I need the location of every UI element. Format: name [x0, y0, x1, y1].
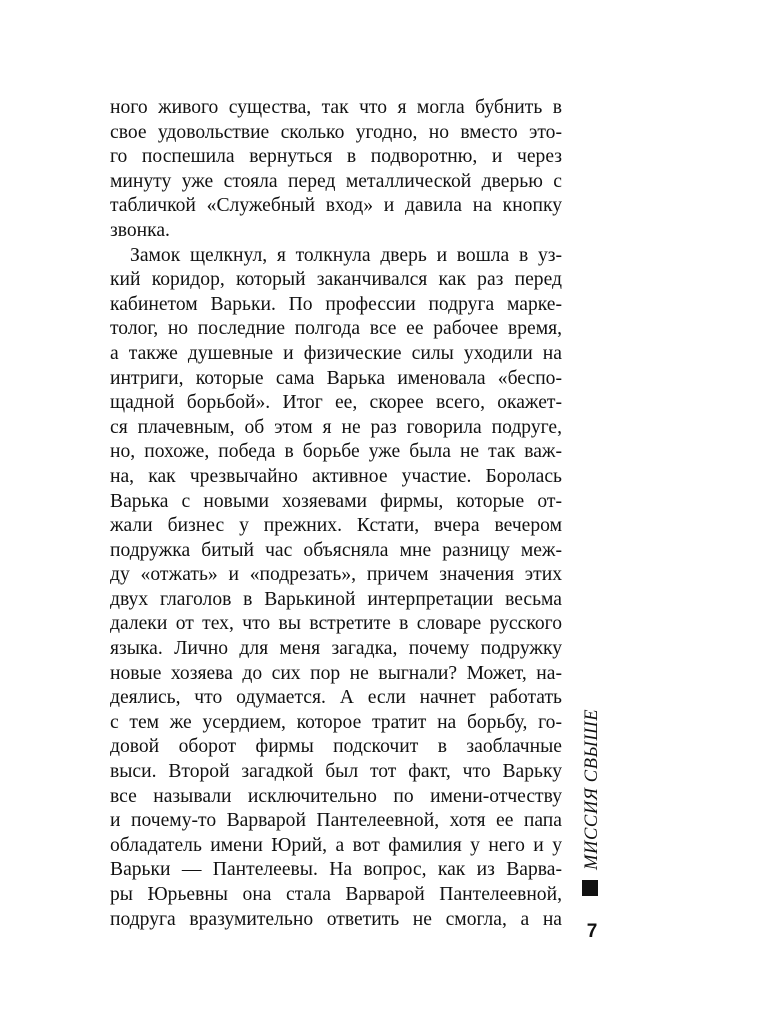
running-head: [580, 700, 604, 870]
text-line: новые хозяева до сих пор не выгнали? Может, на-: [110, 662, 562, 684]
text-line: двух глаголов в Варькиной интерпретации весьма: [110, 588, 562, 610]
text-line: далеки от тех, что вы встретите в словаре русского: [110, 613, 562, 635]
text-line: и почему-то Варварой Пантелеевной, хотя ее папа: [110, 810, 562, 832]
text-line: кабинетом Варьки. По профессии подруга марке-: [110, 293, 562, 315]
text-line: ся плачевным, об этом я не раз говорила подруге,: [110, 416, 562, 438]
text-line: выси. Второй загадкой был тот факт, что Варьку: [110, 761, 562, 783]
text-line: кий коридор, который заканчивался как раз перед: [110, 269, 562, 291]
text-line: обладатель имени Юрий, а вот фамилия у него и у: [110, 834, 562, 856]
text-line: го поспешила вернуться в подворотню, и через: [110, 146, 562, 168]
text-line: деялись, что одумается. А если начнет работать: [110, 687, 562, 709]
text-line: толог, но последние полгода все ее рабочее время,: [110, 318, 562, 340]
text-line: Варька с новыми хозяевами фирмы, которые от-: [110, 490, 562, 512]
text-line: на, как чрезвычайно активное участие. Боролась: [110, 465, 562, 487]
section-marker-square: [582, 880, 598, 896]
text-line: ду «отжать» и «подрезать», причем значения этих: [110, 564, 562, 586]
text-line: звонка.: [110, 219, 170, 241]
text-line: табличкой «Служебный вход» и давила на кнопку: [110, 195, 562, 217]
text-line: с тем же усердием, которое тратит на борьбу, го-: [110, 711, 562, 733]
text-line: ного живого существа, так что я могла бубнить в: [110, 97, 562, 118]
text-line: подруга вразумительно ответить не смогла, а на: [110, 908, 562, 930]
text-line: жали бизнес у прежних. Кстати, вчера вечером: [110, 515, 562, 537]
running-head-title: МИССИЯ СВЫШЕ: [582, 708, 602, 870]
text-line: щадной борьбой». Итог ее, скорее всего, окажет-: [110, 392, 562, 414]
text-line: свое удовольствие сколько угодно, но вместо это-: [110, 121, 562, 143]
page-number: 7: [586, 921, 598, 942]
text-line: Замок щелкнул, я толкнула дверь и вошла в уз-: [130, 244, 562, 266]
body-text: [110, 96, 562, 932]
text-line: минуту уже стояла перед металлической дверью с: [110, 170, 562, 192]
text-line: Варьки — Пантелеевы. На вопрос, как из Варва-: [110, 859, 562, 881]
text-line: ры Юрьевны она стала Варварой Пантелеевной,: [110, 884, 562, 905]
text-line: а также душевные и физические силы уходили на: [110, 342, 562, 364]
text-line: интриги, которые сама Варька именовала «беспо-: [110, 367, 562, 389]
text-line: все называли исключительно по имени-отчеству: [110, 785, 562, 807]
text-line: но, похоже, победа в борьбе уже была не так важ-: [110, 441, 562, 463]
text-line: языка. Лично для меня загадка, почему подружку: [110, 638, 562, 660]
text-line: довой оборот фирмы подскочит в заоблачные: [110, 736, 562, 758]
text-line: подружка битый час объясняла мне разницу меж-: [110, 539, 562, 561]
